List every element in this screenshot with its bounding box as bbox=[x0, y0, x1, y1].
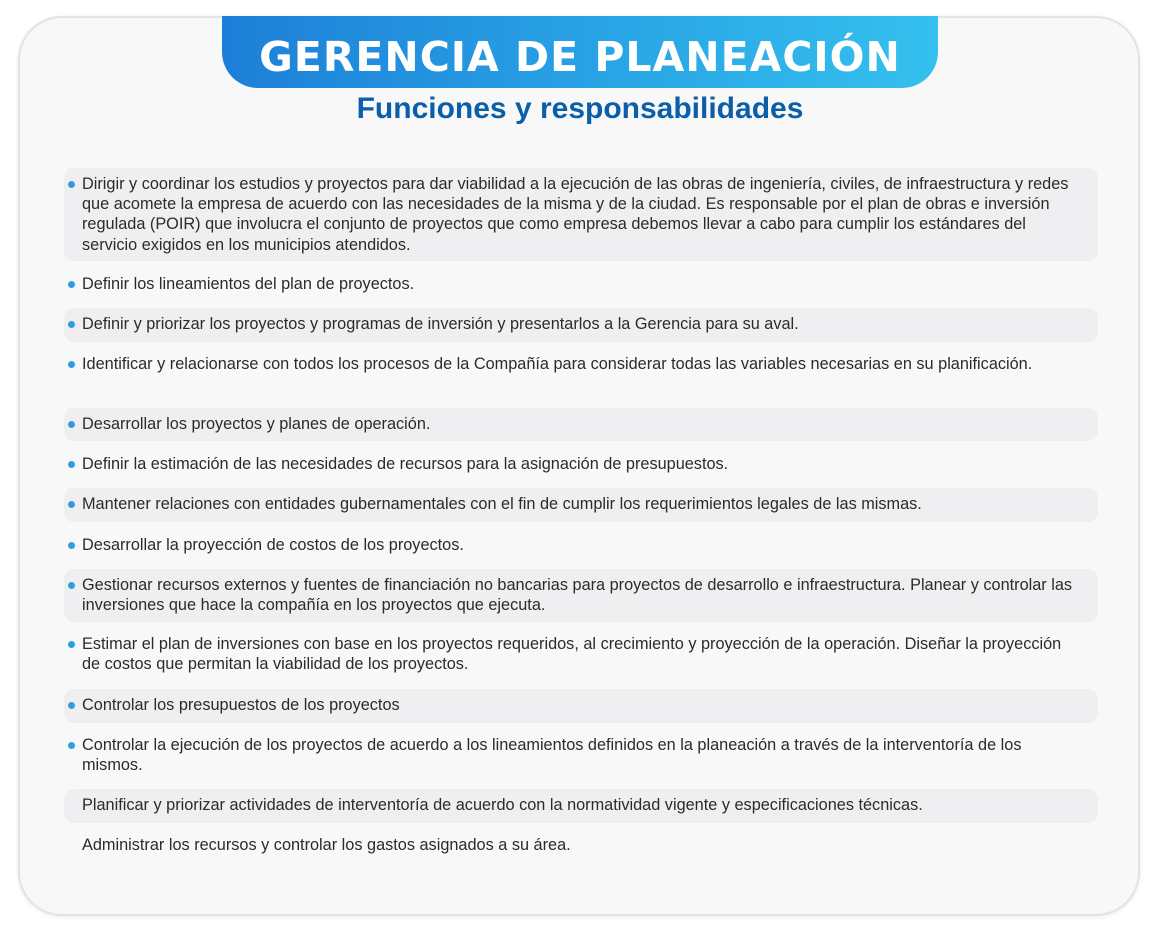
list-item-text: Planificar y priorizar actividades de interventoría de acuerdo con la normatividad vigente y especificaciones técnicas. bbox=[82, 796, 923, 814]
bullet-icon bbox=[68, 421, 75, 428]
list-item-text: Administrar los recursos y controlar los gastos asignados a su área. bbox=[82, 836, 571, 854]
list-item bbox=[64, 268, 1098, 301]
bullet-icon bbox=[68, 582, 75, 589]
list-item bbox=[64, 348, 1098, 402]
bullet-icon bbox=[68, 281, 75, 288]
list-item bbox=[64, 529, 1098, 562]
list-item bbox=[64, 789, 1098, 823]
list-item bbox=[64, 569, 1098, 622]
list-item-text: Definir y priorizar los proyectos y programas de inversión y presentarlos a la Gerencia para su aval. bbox=[82, 315, 799, 333]
list-item-text: Definir los lineamientos del plan de proyectos. bbox=[82, 275, 415, 293]
list-item-text: Desarrollar los proyectos y planes de operación. bbox=[82, 415, 431, 433]
list-item bbox=[64, 448, 1098, 482]
bullet-icon bbox=[68, 181, 75, 188]
page-subtitle: Funciones y responsabilidades bbox=[356, 92, 804, 125]
list-item-text: Controlar la ejecución de los proyectos de acuerdo a los lineamientos definidos en la planeación a través de la interventoría de los mismos. bbox=[82, 736, 1022, 775]
list-item bbox=[64, 488, 1098, 522]
list-item-text: Mantener relaciones con entidades gubernamentales con el fin de cumplir los requerimientos legales de las mismas. bbox=[82, 495, 922, 513]
bullet-icon bbox=[68, 542, 75, 549]
bullet-icon bbox=[68, 461, 75, 468]
list-item bbox=[64, 408, 1098, 441]
list-item-text: Dirigir y coordinar los estudios y proyectos para dar viabilidad a la ejecución de las obras de ingeniería, civiles, de infraestructura y redes que acomete la empresa de acuerdo con las necesidades de la misma y de la ciudad. Es responsable por el plan de obras e inversión regulada (POIR) que involucra el conjunto de proyectos que como empresa debemos llevar a cabo para cumplir los estándares del servicio exigidos en los municipios atendidos. bbox=[82, 175, 1069, 254]
list-item-text: Identificar y relacionarse con todos los procesos de la Compañía para considerar todas las variables necesarias en su planificación. bbox=[82, 355, 1033, 373]
bullet-icon bbox=[68, 501, 75, 508]
list-item bbox=[64, 729, 1098, 783]
list-item bbox=[64, 829, 1098, 863]
bullet-icon bbox=[68, 361, 75, 368]
list-item bbox=[64, 168, 1098, 261]
bullet-icon bbox=[68, 702, 75, 709]
bullet-icon bbox=[68, 641, 75, 648]
list-item bbox=[64, 628, 1098, 682]
list-item-text: Estimar el plan de inversiones con base en los proyectos requeridos, al crecimiento y proyección de la operación. Diseñar la proyección de costos que permitan la viabilidad de los proyectos. bbox=[82, 635, 1062, 674]
bullet-icon bbox=[68, 742, 75, 749]
list-item-text: Definir la estimación de las necesidades de recursos para la asignación de presupuestos. bbox=[82, 455, 729, 473]
list-item-text: Controlar los presupuestos de los proyectos bbox=[82, 696, 400, 714]
bullet-icon bbox=[68, 321, 75, 328]
list-item bbox=[64, 308, 1098, 342]
list-item-text: Gestionar recursos externos y fuentes de financiación no bancarias para proyectos de desarrollo e infraestructura. Planear y controlar las inversiones que hace la compañía en los proyectos que ejecuta. bbox=[82, 576, 1073, 615]
list-item-text: Desarrollar la proyección de costos de los proyectos. bbox=[82, 536, 464, 554]
title-banner bbox=[222, 16, 938, 88]
page-title: GERENCIA DE PLANEACIÓN bbox=[259, 33, 901, 81]
list-item bbox=[64, 689, 1098, 723]
